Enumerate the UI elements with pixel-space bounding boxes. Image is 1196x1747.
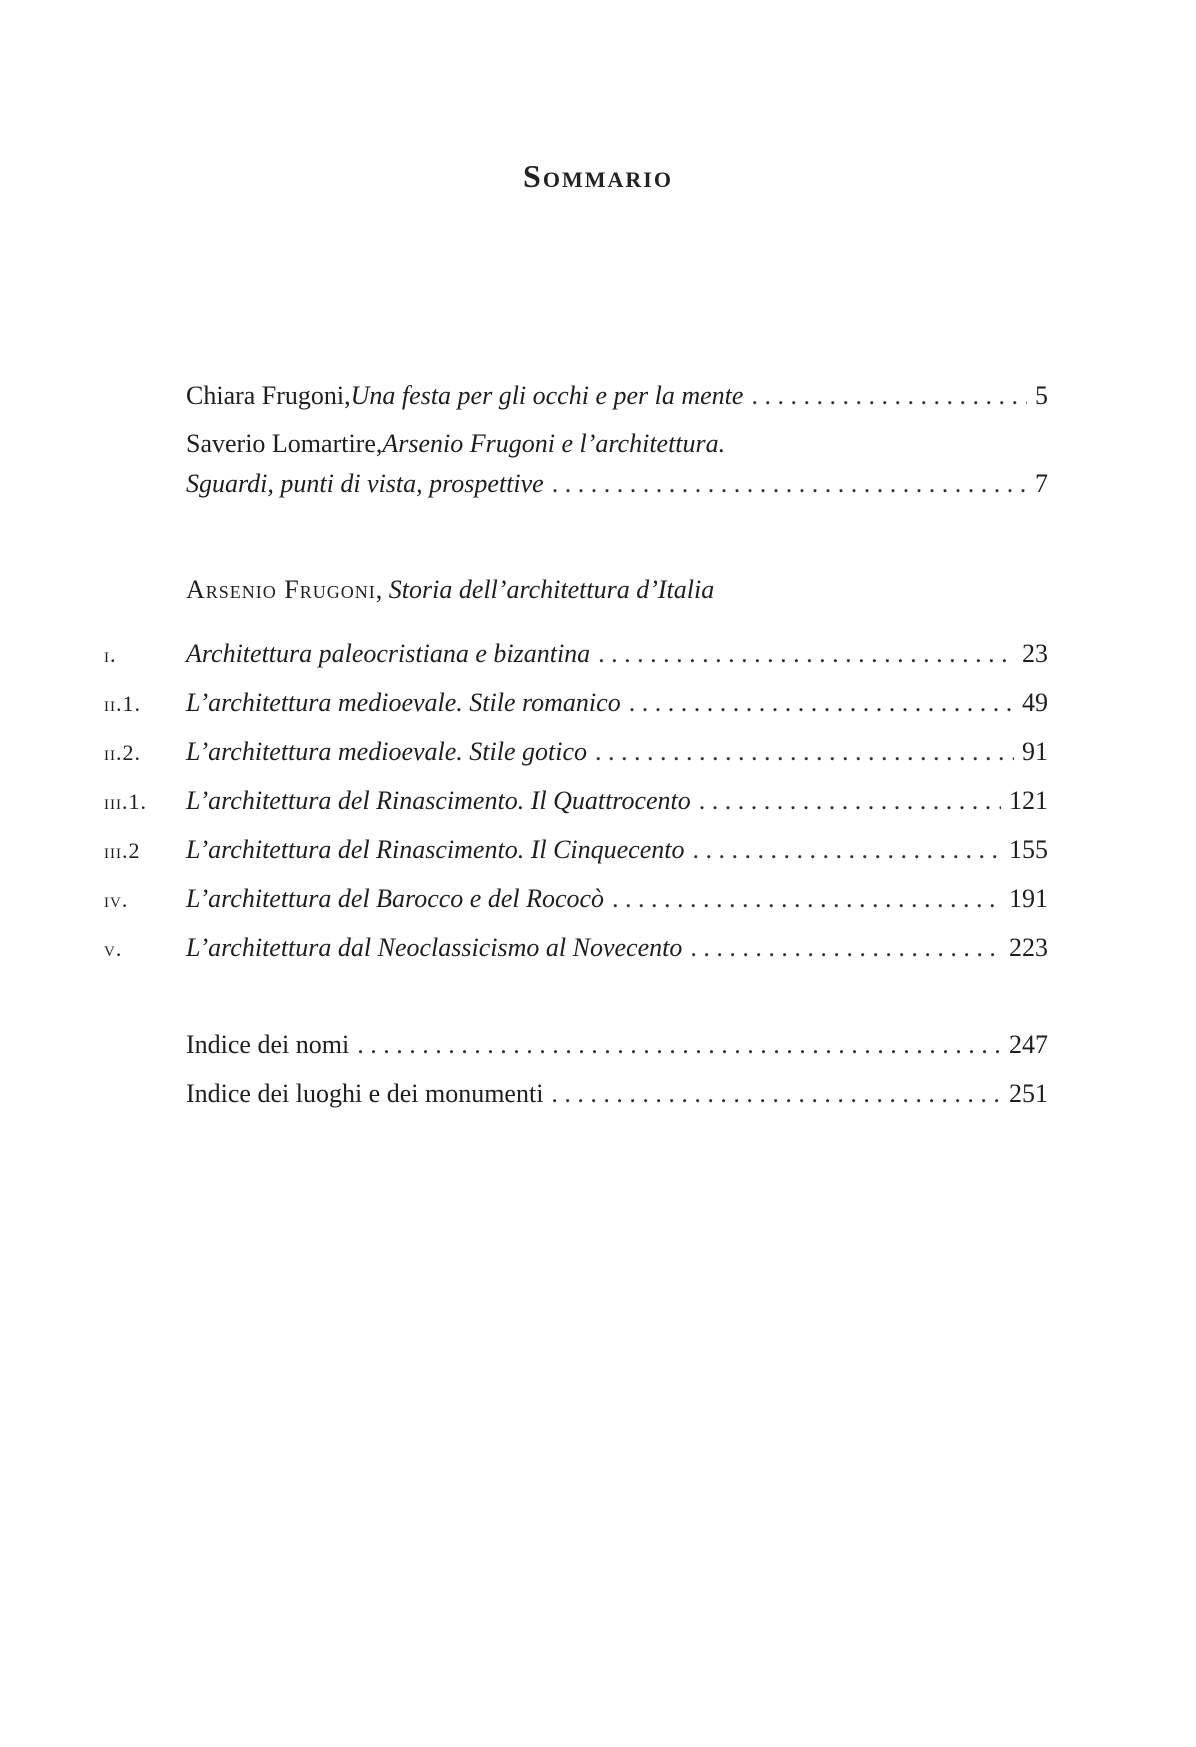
chapter-row[interactable] — [104, 683, 1048, 723]
chapter-number: iii.1. — [104, 789, 147, 814]
chapter-number: iii.2 — [104, 838, 141, 863]
index-label: Indice dei luoghi e dei monumenti — [186, 1079, 544, 1108]
chapter-number: i. — [104, 642, 117, 667]
toc-entry-frugoni-chiara[interactable] — [186, 376, 1048, 416]
leader-dots — [552, 464, 1027, 504]
toc-entry-index-places[interactable] — [186, 1074, 1048, 1114]
chapter-page-number: 23 — [1022, 639, 1048, 668]
chapter-title: Architettura paleocristiana e bizantina — [186, 639, 591, 668]
chapter-title: L’architettura medioevale. Stile gotico — [186, 737, 587, 766]
section-work-title: Storia dell’architettura d’Italia — [388, 575, 715, 604]
chapter-number: iv. — [104, 887, 129, 912]
leader-dots — [598, 634, 1014, 674]
toc-entry-index-names[interactable] — [186, 1025, 1048, 1065]
chapter-title: L’architettura del Barocco e del Rococò — [186, 884, 605, 913]
chapter-page-number: 121 — [1009, 786, 1048, 815]
entry-title-line-2: Sguardi, punti di vista, prospettive — [186, 469, 544, 498]
entry-author: Chiara Frugoni, — [186, 381, 351, 410]
toc-entry-line — [186, 376, 1048, 416]
chapter-title: L’architettura del Rinascimento. Il Quattrocento — [186, 786, 691, 815]
toc-entry-line — [186, 1074, 1048, 1114]
chapter-number: v. — [104, 936, 123, 961]
entry-title: Una festa per gli occhi e per la mente — [350, 381, 744, 410]
leader-dots — [612, 879, 1001, 919]
chapter-row[interactable] — [104, 732, 1048, 772]
chapter-page-number: 91 — [1022, 737, 1048, 766]
page-title: Sommario — [523, 158, 673, 194]
chapter-row[interactable] — [104, 781, 1048, 821]
entry-page-number: 7 — [1035, 469, 1048, 498]
leader-dots — [690, 928, 1001, 968]
leader-dots — [699, 781, 1001, 821]
chapter-title: L’architettura medioevale. Stile romanico — [186, 688, 621, 717]
leader-dots — [751, 376, 1027, 416]
chapter-number: ii.2. — [104, 740, 141, 765]
leader-dots — [357, 1025, 1001, 1065]
entry-page-number: 5 — [1035, 381, 1048, 410]
chapter-row[interactable] — [104, 634, 1048, 674]
leader-dots — [629, 683, 1014, 723]
chapter-title: L’architettura dal Neoclassicismo al Novecento — [186, 933, 683, 962]
chapter-page-number: 223 — [1009, 933, 1048, 962]
section-author: Arsenio Frugoni — [186, 575, 376, 604]
chapter-row[interactable] — [104, 830, 1048, 870]
toc-entry-line — [186, 424, 1048, 464]
section-heading — [186, 570, 714, 610]
chapter-page-number: 155 — [1009, 835, 1048, 864]
chapter-row[interactable] — [104, 879, 1048, 919]
entry-title-line-1: Arsenio Frugoni e l’architettura. — [382, 429, 726, 458]
index-page-number: 247 — [1009, 1030, 1048, 1059]
chapter-title: L’architettura del Rinascimento. Il Cinquecento — [186, 835, 685, 864]
chapter-page-number: 49 — [1022, 688, 1048, 717]
chapter-page-number: 191 — [1009, 884, 1048, 913]
toc-entry-line — [186, 1025, 1048, 1065]
leader-dots — [551, 1074, 1001, 1114]
toc-entry-line — [186, 464, 1048, 504]
chapter-row[interactable] — [104, 928, 1048, 968]
toc-entry-lomartire[interactable] — [186, 424, 1048, 504]
section-separator: , — [375, 575, 389, 604]
chapter-number: ii.1. — [104, 691, 141, 716]
index-page-number: 251 — [1009, 1079, 1048, 1108]
entry-author: Saverio Lomartire, — [186, 429, 383, 458]
leader-dots — [595, 732, 1014, 772]
leader-dots — [692, 830, 1001, 870]
index-label: Indice dei nomi — [186, 1030, 350, 1059]
